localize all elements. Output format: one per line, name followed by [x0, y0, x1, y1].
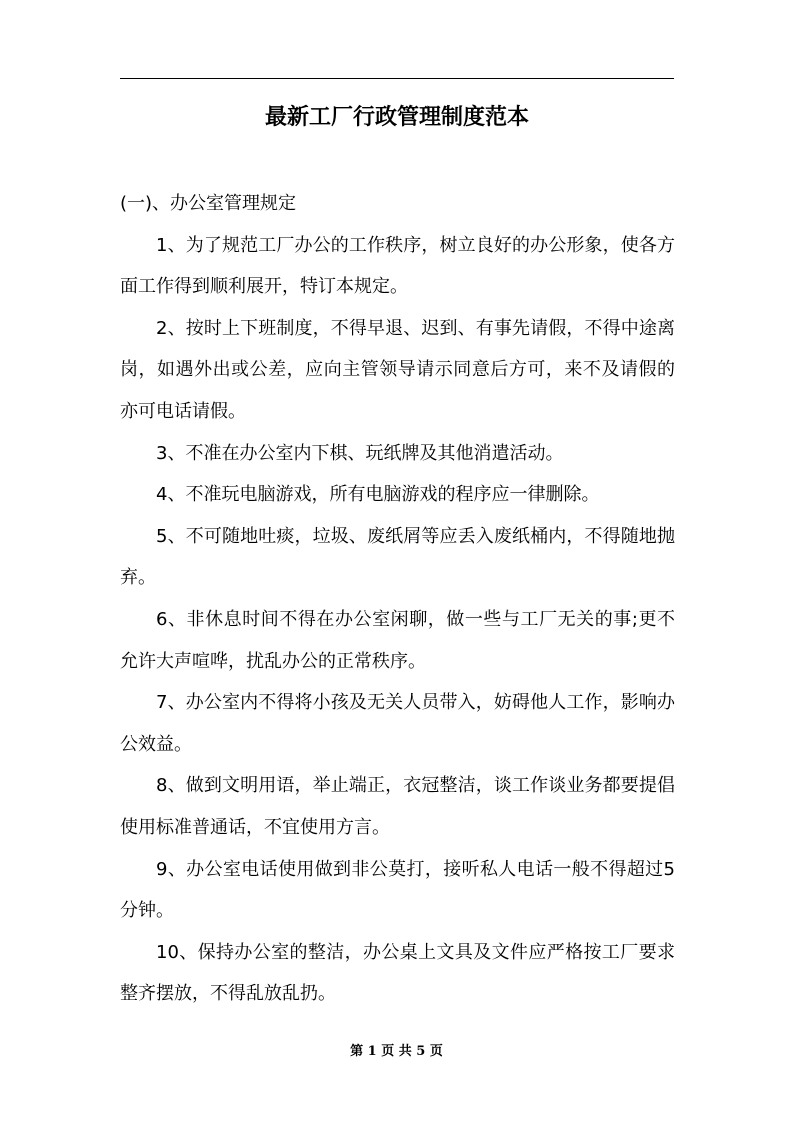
document-body: [120, 183, 675, 1015]
paragraph-8: 8、做到文明用语，举止端正，衣冠整洁，谈工作谈业务都要提倡使用标准普通话，不宜使用方言。: [120, 775, 675, 838]
paragraph-5: 5、不可随地吐痰，垃圾、废纸屑等应丢入废纸桶内，不得随地抛弃。: [120, 525, 675, 589]
paragraph-7: 7、办公室内不得将小孩及无关人员带入，妨碍他人工作，影响办公效益。: [120, 692, 675, 755]
header-rule: [120, 78, 674, 79]
paragraph-6: 6、非休息时间不得在办公室闲聊，做一些与工厂无关的事;更不允许大声喧哗，扰乱办公的正常秩序。: [120, 608, 675, 672]
paragraph-10: 10、保持办公室的整洁，办公桌上文具及文件应严格按工厂要求整齐摆放，不得乱放乱扔。: [120, 941, 675, 1005]
paragraph-4: 4、不准玩电脑游戏，所有电脑游戏的程序应一律删除。: [156, 484, 600, 506]
paragraph-2: 2、按时上下班制度，不得早退、迟到、有事先请假，不得中途离岗，如遇外出或公差，应向主管领导请示同意后方可，来不及请假的亦可电话请假。: [120, 317, 675, 422]
paragraph-9: 9、办公室电话使用做到非公莫打，接听私人电话一般不得超过5分钟。: [120, 858, 675, 922]
paragraph-1: 1、为了规范工厂办公的工作秩序，树立良好的办公形象，使各方面工作得到顺利展开，特订本规定。: [120, 234, 675, 298]
document-title: 最新工厂行政管理制度范本: [264, 105, 529, 130]
section-heading: (一)、办公室管理规定: [120, 193, 297, 214]
paragraph-3: 3、不准在办公室内下棋、玩纸牌及其他消遣活动。: [156, 442, 564, 464]
page-footer: 第 1 页 共 5 页: [350, 1044, 443, 1059]
